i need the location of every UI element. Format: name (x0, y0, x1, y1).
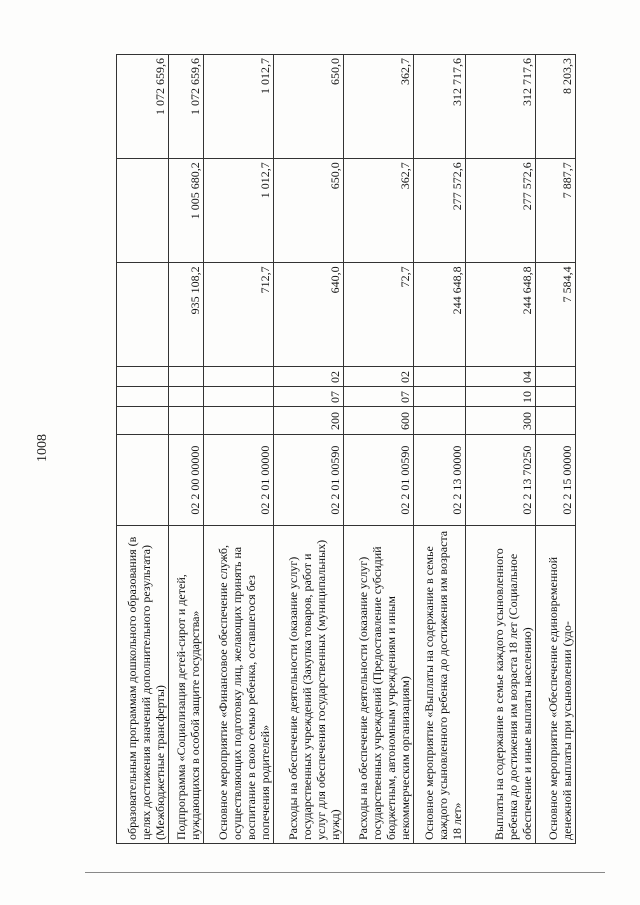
table-row (344, 55, 414, 844)
amount-year-2: 1 012,7 (204, 159, 274, 263)
bottom-rule (85, 872, 605, 873)
target-article: 02 2 00 00000 (169, 435, 204, 525)
section (117, 387, 169, 407)
expense-type: 200 (274, 407, 344, 435)
amount-year-1: 244 648,8 (414, 263, 466, 367)
amount-year-3: 312 717,6 (466, 55, 536, 159)
expense-type (414, 407, 466, 435)
subsection (204, 367, 274, 387)
expense-type (117, 407, 169, 435)
expense-type (536, 407, 576, 435)
amount-year-3: 362,7 (344, 55, 414, 159)
amount-year-1: 244 648,8 (466, 263, 536, 367)
row-name: Выплаты на содержание в семье каждого усыновленного ребенка до достижения им возраста 18 лет (Социальное обеспечение и иные выплаты населению) (466, 525, 536, 843)
section (536, 387, 576, 407)
table-row (414, 55, 466, 844)
subsection (169, 367, 204, 387)
budget-table-rotated (116, 54, 606, 844)
section: 07 (344, 387, 414, 407)
target-article: 02 2 01 00590 (274, 435, 344, 525)
amount-year-2: 7 887,7 (536, 159, 576, 263)
amount-year-3: 312 717,6 (414, 55, 466, 159)
amount-year-1: 712,7 (204, 263, 274, 367)
amount-year-1: 72,7 (344, 263, 414, 367)
amount-year-2 (117, 159, 169, 263)
row-name: Расходы на обеспечение деятельности (оказание услуг) государственных учреждений (Предоставление субсидий бюджетным, автономным учреждениям и иным некоммерческим организациям) (344, 525, 414, 843)
subsection: 04 (466, 367, 536, 387)
row-name: Основное мероприятие «Финансовое обеспечение служб, осуществляющих подготовку лиц, желающих принять на воспитание в свою семью ребенка, оставшегося без попечения родителей» (204, 525, 274, 843)
row-name: Расходы на обеспечение деятельности (оказание услуг) государственных учреждений (Закупка товаров, работ и услуг для обеспечения государственных (муниципальных) нужд) (274, 525, 344, 843)
expense-type (169, 407, 204, 435)
section (204, 387, 274, 407)
subsection (117, 367, 169, 387)
amount-year-2: 650,0 (274, 159, 344, 263)
target-article: 02 2 13 00000 (414, 435, 466, 525)
expense-type: 600 (344, 407, 414, 435)
row-name: Подпрограмма «Социализация детей-сирот и детей, нуждающихся в особой защите государства» (169, 525, 204, 843)
amount-year-3: 1 072 659,6 (117, 55, 169, 159)
table-row (274, 55, 344, 844)
section (169, 387, 204, 407)
amount-year-1: 7 584,4 (536, 263, 576, 367)
target-article (117, 435, 169, 525)
page-number: 1008 (35, 434, 50, 462)
subsection: 02 (274, 367, 344, 387)
table-row (169, 55, 204, 844)
target-article: 02 2 13 70250 (466, 435, 536, 525)
table-row (117, 55, 169, 844)
section: 07 (274, 387, 344, 407)
amount-year-1: 935 108,2 (169, 263, 204, 367)
amount-year-3: 1 072 659,6 (169, 55, 204, 159)
amount-year-3: 650,0 (274, 55, 344, 159)
table-row (204, 55, 274, 844)
budget-table (116, 54, 576, 844)
amount-year-1: 640,0 (274, 263, 344, 367)
subsection (536, 367, 576, 387)
row-name: образовательным программам дошкольного образования (в целях достижения значений дополнительного результата) (Межбюджетные трансферты) (117, 525, 169, 843)
table-body (117, 55, 576, 844)
section: 10 (466, 387, 536, 407)
row-name: Основное мероприятие «Выплаты на содержание в семье каждого усыновленного ребенка до достижения им возраста 18 лет» (414, 525, 466, 843)
subsection (414, 367, 466, 387)
expense-type (204, 407, 274, 435)
target-article: 02 2 01 00000 (204, 435, 274, 525)
target-article: 02 2 01 00590 (344, 435, 414, 525)
table-row (466, 55, 536, 844)
amount-year-1 (117, 263, 169, 367)
row-name: Основное мероприятие «Обеспечение единовременной денежной выплаты при усыновлении (удо- (536, 525, 576, 843)
subsection: 02 (344, 367, 414, 387)
amount-year-3: 1 012,7 (204, 55, 274, 159)
amount-year-2: 277 572,6 (466, 159, 536, 263)
target-article: 02 2 15 00000 (536, 435, 576, 525)
amount-year-3: 8 203,3 (536, 55, 576, 159)
amount-year-2: 362,7 (344, 159, 414, 263)
amount-year-2: 1 005 680,2 (169, 159, 204, 263)
table-row (536, 55, 576, 844)
expense-type: 300 (466, 407, 536, 435)
amount-year-2: 277 572,6 (414, 159, 466, 263)
section (414, 387, 466, 407)
